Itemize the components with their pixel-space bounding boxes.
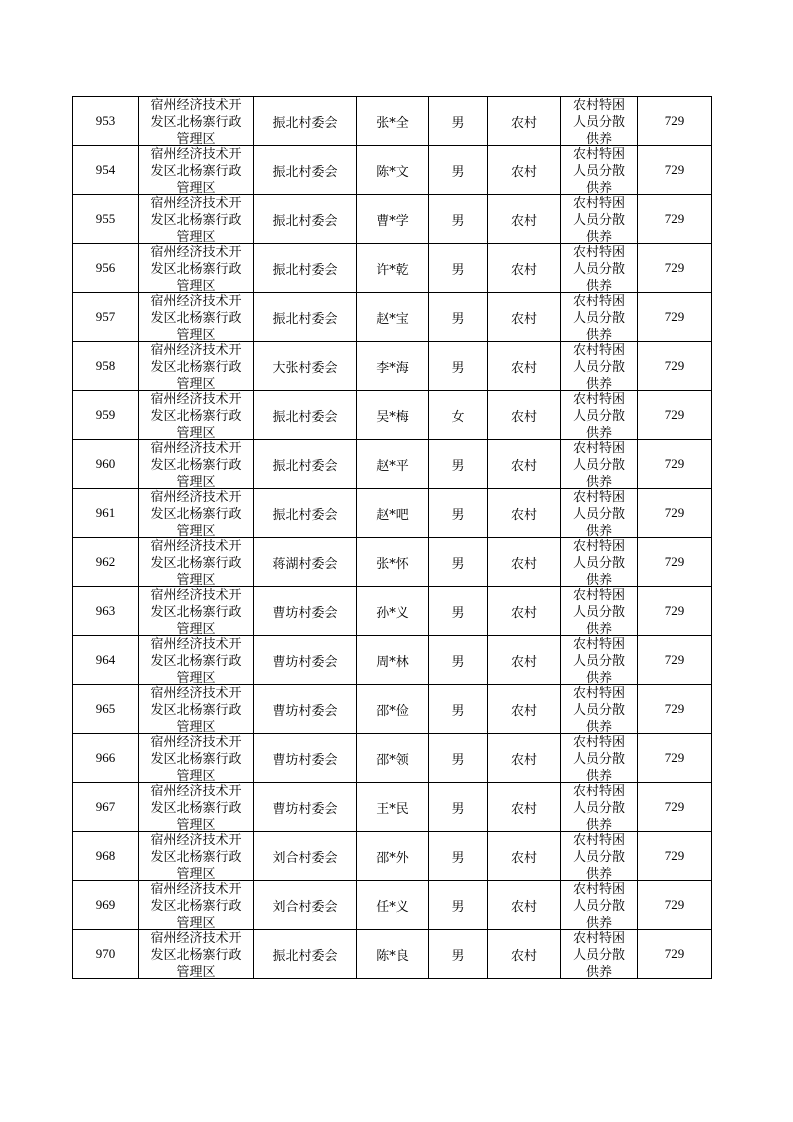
name-cell: 邵*俭 <box>357 685 429 734</box>
area-cell <box>139 342 254 391</box>
household-type-cell: 农村 <box>488 489 561 538</box>
support-category-cell-line: 农村特困 <box>572 244 625 260</box>
support-category-cell-line: 供养 <box>585 817 612 831</box>
village-cell: 振北村委会 <box>254 930 357 979</box>
area-cell-line: 宿州经济技术开 <box>150 146 242 162</box>
area-cell-line: 宿州经济技术开 <box>150 489 242 505</box>
support-category-cell <box>561 489 638 538</box>
support-category-cell <box>561 391 638 440</box>
area-cell-line: 宿州经济技术开 <box>150 244 242 260</box>
amount-cell: 729 <box>638 734 712 783</box>
support-category-cell-line: 供养 <box>585 866 612 880</box>
support-category-cell-line: 供养 <box>585 670 612 684</box>
household-type-cell: 农村 <box>488 881 561 930</box>
household-type-cell: 农村 <box>488 587 561 636</box>
support-category-cell-line: 供养 <box>585 915 612 929</box>
area-cell-line: 管理区 <box>176 327 216 341</box>
area-cell <box>139 440 254 489</box>
village-cell: 曹坊村委会 <box>254 734 357 783</box>
amount-cell: 729 <box>638 195 712 244</box>
area-cell-line: 发区北杨寨行政 <box>150 457 242 473</box>
area-cell-line: 发区北杨寨行政 <box>150 604 242 620</box>
area-cell-line: 管理区 <box>176 866 216 880</box>
roster-table <box>72 96 712 979</box>
area-cell <box>139 685 254 734</box>
amount-cell: 729 <box>638 538 712 587</box>
area-cell-line: 发区北杨寨行政 <box>150 408 242 424</box>
area-cell-line: 宿州经济技术开 <box>150 97 242 113</box>
support-category-cell-line: 供养 <box>585 964 612 978</box>
village-cell: 曹坊村委会 <box>254 685 357 734</box>
support-category-cell-line: 农村特困 <box>572 489 625 505</box>
name-cell: 张*全 <box>357 97 429 146</box>
area-cell-line: 发区北杨寨行政 <box>150 212 242 228</box>
serial-number-cell: 970 <box>73 930 139 979</box>
support-category-cell-line: 农村特困 <box>572 538 625 554</box>
household-type-cell: 农村 <box>488 440 561 489</box>
gender-cell: 男 <box>429 636 488 685</box>
area-cell-line: 管理区 <box>176 376 216 390</box>
table-row <box>73 293 712 342</box>
support-category-cell <box>561 832 638 881</box>
serial-number-cell: 964 <box>73 636 139 685</box>
amount-cell: 729 <box>638 636 712 685</box>
name-cell: 周*林 <box>357 636 429 685</box>
area-cell <box>139 783 254 832</box>
support-category-cell-line: 农村特困 <box>572 195 625 211</box>
name-cell: 赵*吧 <box>357 489 429 538</box>
support-category-cell <box>561 734 638 783</box>
table-row <box>73 195 712 244</box>
gender-cell: 男 <box>429 930 488 979</box>
gender-cell: 男 <box>429 146 488 195</box>
area-cell-line: 发区北杨寨行政 <box>150 163 242 179</box>
support-category-cell <box>561 881 638 930</box>
village-cell: 振北村委会 <box>254 97 357 146</box>
gender-cell: 男 <box>429 489 488 538</box>
support-category-cell <box>561 930 638 979</box>
village-cell: 振北村委会 <box>254 440 357 489</box>
amount-cell: 729 <box>638 440 712 489</box>
village-cell: 曹坊村委会 <box>254 783 357 832</box>
table-row <box>73 881 712 930</box>
area-cell-line: 宿州经济技术开 <box>150 783 242 799</box>
support-category-cell-line: 人员分散 <box>572 163 625 179</box>
name-cell: 邵*外 <box>357 832 429 881</box>
support-category-cell <box>561 244 638 293</box>
village-cell: 振北村委会 <box>254 293 357 342</box>
support-category-cell <box>561 97 638 146</box>
household-type-cell: 农村 <box>488 342 561 391</box>
household-type-cell: 农村 <box>488 783 561 832</box>
support-category-cell-line: 农村特困 <box>572 97 625 113</box>
household-type-cell: 农村 <box>488 293 561 342</box>
area-cell-line: 发区北杨寨行政 <box>150 653 242 669</box>
support-category-cell-line: 人员分散 <box>572 212 625 228</box>
table-row <box>73 146 712 195</box>
table-row <box>73 538 712 587</box>
amount-cell: 729 <box>638 146 712 195</box>
table-row <box>73 244 712 293</box>
name-cell: 陈*文 <box>357 146 429 195</box>
area-cell <box>139 881 254 930</box>
serial-number-cell: 969 <box>73 881 139 930</box>
support-category-cell-line: 人员分散 <box>572 604 625 620</box>
area-cell-line: 宿州经济技术开 <box>150 538 242 554</box>
support-category-cell-line: 人员分散 <box>572 457 625 473</box>
name-cell: 孙*义 <box>357 587 429 636</box>
table-row <box>73 832 712 881</box>
amount-cell: 729 <box>638 391 712 440</box>
area-cell <box>139 97 254 146</box>
area-cell <box>139 538 254 587</box>
support-category-cell-line: 农村特困 <box>572 734 625 750</box>
village-cell: 振北村委会 <box>254 244 357 293</box>
name-cell: 曹*学 <box>357 195 429 244</box>
serial-number-cell: 959 <box>73 391 139 440</box>
village-cell: 刘合村委会 <box>254 881 357 930</box>
table-row <box>73 930 712 979</box>
gender-cell: 男 <box>429 342 488 391</box>
support-category-cell-line: 人员分散 <box>572 751 625 767</box>
table-row <box>73 636 712 685</box>
household-type-cell: 农村 <box>488 244 561 293</box>
support-category-cell-line: 人员分散 <box>572 653 625 669</box>
support-category-cell-line: 供养 <box>585 572 612 586</box>
area-cell-line: 宿州经济技术开 <box>150 636 242 652</box>
area-cell-line: 宿州经济技术开 <box>150 587 242 603</box>
area-cell-line: 管理区 <box>176 817 216 831</box>
serial-number-cell: 960 <box>73 440 139 489</box>
area-cell-line: 管理区 <box>176 523 216 537</box>
support-category-cell-line: 农村特困 <box>572 636 625 652</box>
serial-number-cell: 963 <box>73 587 139 636</box>
area-cell-line: 发区北杨寨行政 <box>150 359 242 375</box>
area-cell-line: 管理区 <box>176 229 216 243</box>
village-cell: 振北村委会 <box>254 489 357 538</box>
support-category-cell-line: 农村特困 <box>572 293 625 309</box>
table-row <box>73 97 712 146</box>
household-type-cell: 农村 <box>488 538 561 587</box>
support-category-cell <box>561 538 638 587</box>
area-cell-line: 管理区 <box>176 278 216 292</box>
area-cell-line: 宿州经济技术开 <box>150 881 242 897</box>
area-cell-line: 发区北杨寨行政 <box>150 849 242 865</box>
area-cell <box>139 244 254 293</box>
table-row <box>73 440 712 489</box>
gender-cell: 男 <box>429 734 488 783</box>
support-category-cell-line: 人员分散 <box>572 261 625 277</box>
area-cell-line: 宿州经济技术开 <box>150 930 242 946</box>
village-cell: 蒋湖村委会 <box>254 538 357 587</box>
support-category-cell-line: 农村特困 <box>572 783 625 799</box>
gender-cell: 男 <box>429 97 488 146</box>
gender-cell: 男 <box>429 244 488 293</box>
amount-cell: 729 <box>638 342 712 391</box>
amount-cell: 729 <box>638 489 712 538</box>
support-category-cell-line: 农村特困 <box>572 832 625 848</box>
support-category-cell-line: 农村特困 <box>572 930 625 946</box>
amount-cell: 729 <box>638 832 712 881</box>
serial-number-cell: 956 <box>73 244 139 293</box>
village-cell: 大张村委会 <box>254 342 357 391</box>
amount-cell: 729 <box>638 930 712 979</box>
area-cell <box>139 146 254 195</box>
area-cell-line: 发区北杨寨行政 <box>150 114 242 130</box>
support-category-cell-line: 农村特困 <box>572 391 625 407</box>
support-category-cell <box>561 587 638 636</box>
area-cell-line: 宿州经济技术开 <box>150 342 242 358</box>
village-cell: 振北村委会 <box>254 146 357 195</box>
area-cell-line: 发区北杨寨行政 <box>150 261 242 277</box>
village-cell: 曹坊村委会 <box>254 636 357 685</box>
support-category-cell-line: 供养 <box>585 229 612 243</box>
area-cell-line: 发区北杨寨行政 <box>150 751 242 767</box>
area-cell-line: 宿州经济技术开 <box>150 440 242 456</box>
support-category-cell <box>561 293 638 342</box>
amount-cell: 729 <box>638 97 712 146</box>
amount-cell: 729 <box>638 783 712 832</box>
area-cell <box>139 293 254 342</box>
table-row <box>73 783 712 832</box>
area-cell-line: 管理区 <box>176 915 216 929</box>
name-cell: 任*义 <box>357 881 429 930</box>
area-cell-line: 管理区 <box>176 768 216 782</box>
support-category-cell-line: 供养 <box>585 474 612 488</box>
name-cell: 许*乾 <box>357 244 429 293</box>
support-category-cell-line: 人员分散 <box>572 114 625 130</box>
gender-cell: 男 <box>429 587 488 636</box>
gender-cell: 男 <box>429 881 488 930</box>
support-category-cell-line: 人员分散 <box>572 506 625 522</box>
area-cell <box>139 587 254 636</box>
support-category-cell-line: 供养 <box>585 131 612 145</box>
area-cell-line: 宿州经济技术开 <box>150 734 242 750</box>
support-category-cell-line: 供养 <box>585 523 612 537</box>
support-category-cell <box>561 440 638 489</box>
area-cell <box>139 195 254 244</box>
roster-body <box>73 97 712 979</box>
household-type-cell: 农村 <box>488 734 561 783</box>
area-cell-line: 管理区 <box>176 670 216 684</box>
support-category-cell <box>561 783 638 832</box>
serial-number-cell: 954 <box>73 146 139 195</box>
area-cell-line: 管理区 <box>176 621 216 635</box>
support-category-cell-line: 供养 <box>585 376 612 390</box>
support-category-cell <box>561 195 638 244</box>
area-cell-line: 宿州经济技术开 <box>150 832 242 848</box>
support-category-cell <box>561 146 638 195</box>
area-cell-line: 发区北杨寨行政 <box>150 506 242 522</box>
area-cell-line: 管理区 <box>176 180 216 194</box>
name-cell: 赵*宝 <box>357 293 429 342</box>
support-category-cell-line: 人员分散 <box>572 898 625 914</box>
household-type-cell: 农村 <box>488 391 561 440</box>
support-category-cell-line: 农村特困 <box>572 587 625 603</box>
amount-cell: 729 <box>638 685 712 734</box>
support-category-cell-line: 人员分散 <box>572 310 625 326</box>
support-category-cell-line: 农村特困 <box>572 685 625 701</box>
area-cell-line: 发区北杨寨行政 <box>150 898 242 914</box>
area-cell-line: 发区北杨寨行政 <box>150 800 242 816</box>
table-row <box>73 489 712 538</box>
support-category-cell-line: 人员分散 <box>572 849 625 865</box>
area-cell-line: 发区北杨寨行政 <box>150 310 242 326</box>
support-category-cell-line: 供养 <box>585 278 612 292</box>
support-category-cell-line: 供养 <box>585 719 612 733</box>
area-cell <box>139 391 254 440</box>
gender-cell: 女 <box>429 391 488 440</box>
area-cell-line: 管理区 <box>176 425 216 439</box>
table-row <box>73 734 712 783</box>
area-cell-line: 管理区 <box>176 964 216 978</box>
gender-cell: 男 <box>429 195 488 244</box>
support-category-cell-line: 供养 <box>585 768 612 782</box>
area-cell-line: 管理区 <box>176 719 216 733</box>
area-cell-line: 宿州经济技术开 <box>150 685 242 701</box>
amount-cell: 729 <box>638 881 712 930</box>
support-category-cell-line: 农村特困 <box>572 440 625 456</box>
name-cell: 张*怀 <box>357 538 429 587</box>
table-row <box>73 342 712 391</box>
area-cell <box>139 734 254 783</box>
support-category-cell-line: 人员分散 <box>572 800 625 816</box>
household-type-cell: 农村 <box>488 685 561 734</box>
serial-number-cell: 958 <box>73 342 139 391</box>
area-cell-line: 宿州经济技术开 <box>150 293 242 309</box>
support-category-cell-line: 人员分散 <box>572 947 625 963</box>
household-type-cell: 农村 <box>488 195 561 244</box>
support-category-cell-line: 供养 <box>585 621 612 635</box>
household-type-cell: 农村 <box>488 146 561 195</box>
support-category-cell-line: 人员分散 <box>572 408 625 424</box>
support-category-cell <box>561 685 638 734</box>
serial-number-cell: 966 <box>73 734 139 783</box>
support-category-cell-line: 供养 <box>585 180 612 194</box>
table-row <box>73 587 712 636</box>
serial-number-cell: 957 <box>73 293 139 342</box>
area-cell-line: 发区北杨寨行政 <box>150 555 242 571</box>
support-category-cell <box>561 342 638 391</box>
village-cell: 曹坊村委会 <box>254 587 357 636</box>
name-cell: 邵*领 <box>357 734 429 783</box>
area-cell <box>139 636 254 685</box>
area-cell-line: 发区北杨寨行政 <box>150 702 242 718</box>
name-cell: 吴*梅 <box>357 391 429 440</box>
serial-number-cell: 962 <box>73 538 139 587</box>
support-category-cell-line: 农村特困 <box>572 881 625 897</box>
area-cell-line: 管理区 <box>176 572 216 586</box>
name-cell: 陈*良 <box>357 930 429 979</box>
gender-cell: 男 <box>429 685 488 734</box>
village-cell: 振北村委会 <box>254 391 357 440</box>
gender-cell: 男 <box>429 538 488 587</box>
village-cell: 刘合村委会 <box>254 832 357 881</box>
table-row <box>73 685 712 734</box>
area-cell <box>139 832 254 881</box>
gender-cell: 男 <box>429 440 488 489</box>
area-cell <box>139 930 254 979</box>
support-category-cell-line: 人员分散 <box>572 555 625 571</box>
support-category-cell-line: 供养 <box>585 425 612 439</box>
area-cell-line: 宿州经济技术开 <box>150 391 242 407</box>
area-cell-line: 发区北杨寨行政 <box>150 947 242 963</box>
support-category-cell-line: 农村特困 <box>572 146 625 162</box>
area-cell-line: 管理区 <box>176 131 216 145</box>
village-cell: 振北村委会 <box>254 195 357 244</box>
serial-number-cell: 961 <box>73 489 139 538</box>
support-category-cell-line: 农村特困 <box>572 342 625 358</box>
name-cell: 赵*平 <box>357 440 429 489</box>
household-type-cell: 农村 <box>488 930 561 979</box>
support-category-cell-line: 人员分散 <box>572 702 625 718</box>
amount-cell: 729 <box>638 244 712 293</box>
serial-number-cell: 968 <box>73 832 139 881</box>
area-cell-line: 宿州经济技术开 <box>150 195 242 211</box>
support-category-cell <box>561 636 638 685</box>
support-category-cell-line: 供养 <box>585 327 612 341</box>
area-cell-line: 管理区 <box>176 474 216 488</box>
serial-number-cell: 953 <box>73 97 139 146</box>
table-row <box>73 391 712 440</box>
gender-cell: 男 <box>429 293 488 342</box>
gender-cell: 男 <box>429 783 488 832</box>
serial-number-cell: 965 <box>73 685 139 734</box>
household-type-cell: 农村 <box>488 636 561 685</box>
serial-number-cell: 955 <box>73 195 139 244</box>
name-cell: 李*海 <box>357 342 429 391</box>
serial-number-cell: 967 <box>73 783 139 832</box>
name-cell: 王*民 <box>357 783 429 832</box>
amount-cell: 729 <box>638 587 712 636</box>
amount-cell: 729 <box>638 293 712 342</box>
area-cell <box>139 489 254 538</box>
gender-cell: 男 <box>429 832 488 881</box>
support-category-cell-line: 人员分散 <box>572 359 625 375</box>
household-type-cell: 农村 <box>488 832 561 881</box>
household-type-cell: 农村 <box>488 97 561 146</box>
